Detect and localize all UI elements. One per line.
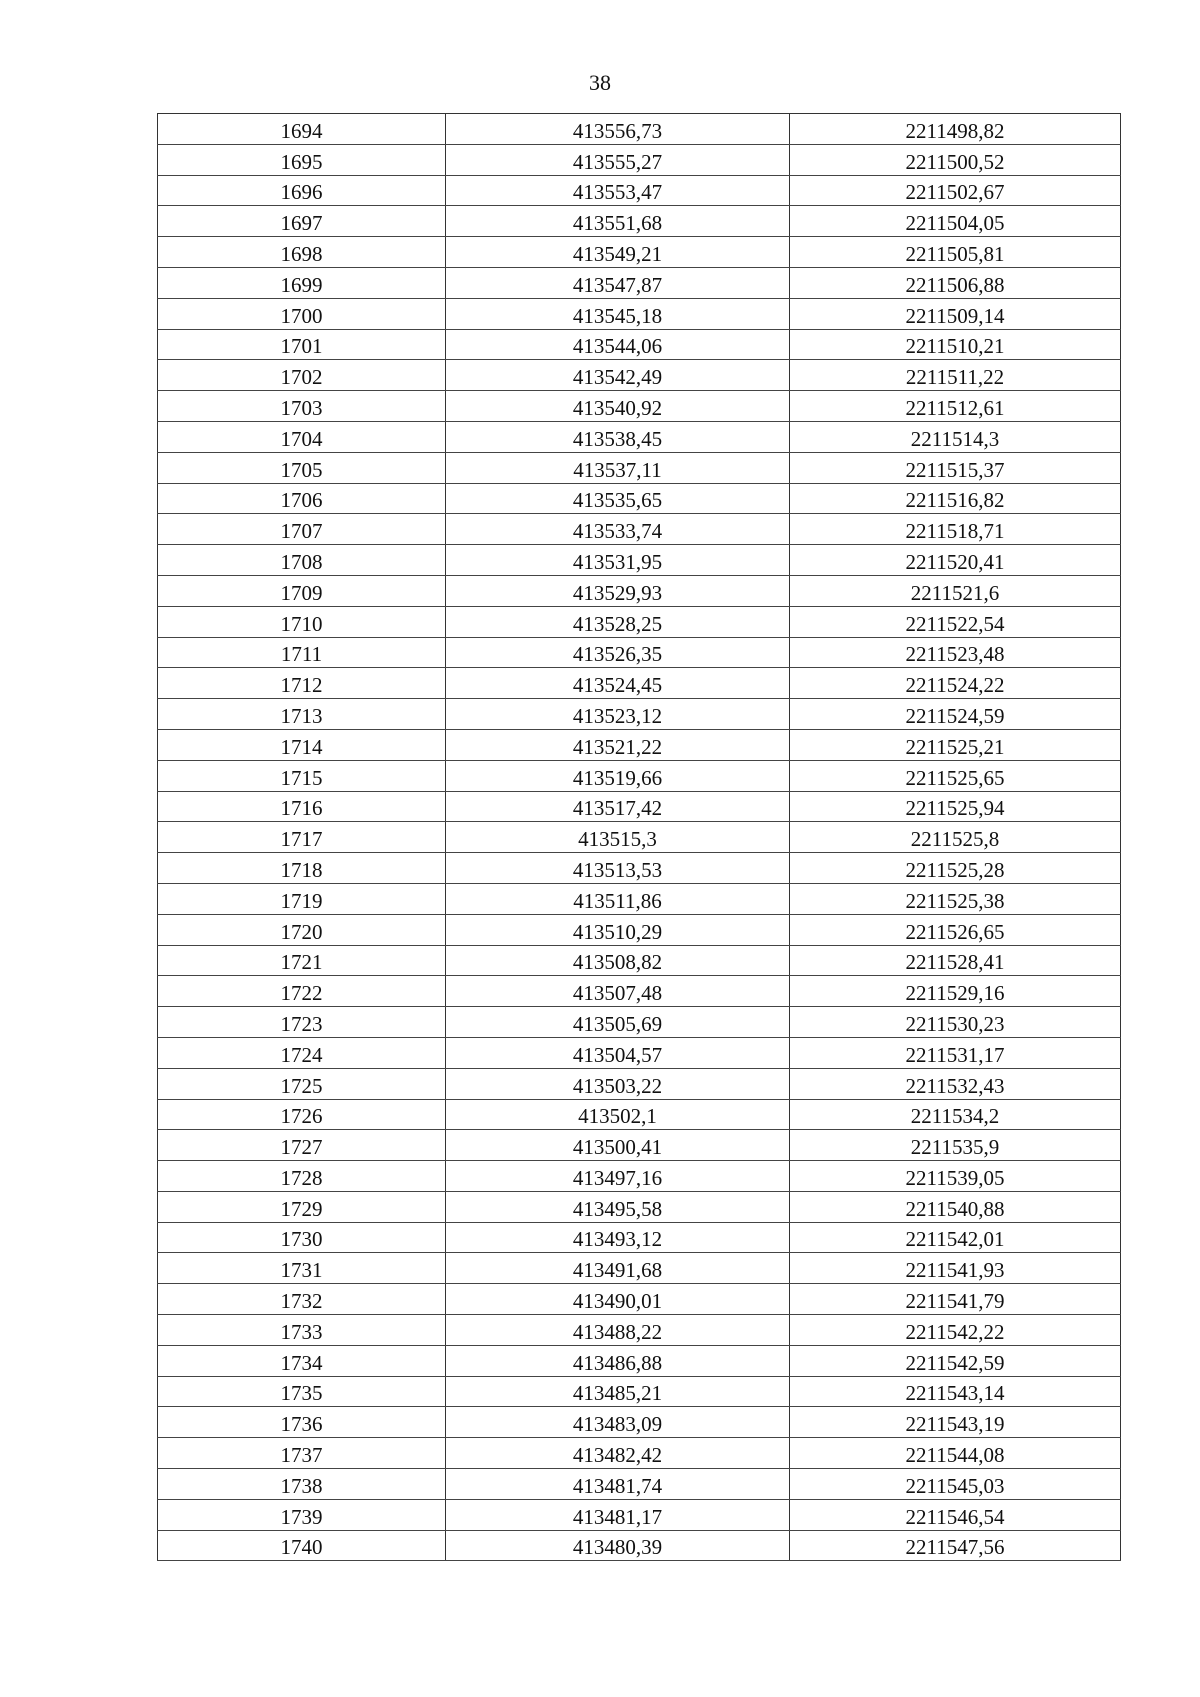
point-number-cell: 1701 [158, 329, 446, 360]
x-coordinate-cell: 413549,21 [446, 237, 790, 268]
table-row [158, 822, 1121, 853]
x-coordinate-cell: 413490,01 [446, 1284, 790, 1315]
point-number-cell: 1699 [158, 267, 446, 298]
table-row [158, 760, 1121, 791]
y-coordinate-cell: 2211522,54 [790, 606, 1121, 637]
table-row [158, 360, 1121, 391]
point-number-cell: 1708 [158, 545, 446, 576]
y-coordinate-cell: 2211504,05 [790, 206, 1121, 237]
y-coordinate-cell: 2211502,67 [790, 175, 1121, 206]
y-coordinate-cell: 2211523,48 [790, 637, 1121, 668]
y-coordinate-cell: 2211515,37 [790, 452, 1121, 483]
x-coordinate-cell: 413542,49 [446, 360, 790, 391]
x-coordinate-cell: 413544,06 [446, 329, 790, 360]
y-coordinate-cell: 2211518,71 [790, 514, 1121, 545]
table-row [158, 945, 1121, 976]
x-coordinate-cell: 413515,3 [446, 822, 790, 853]
point-number-cell: 1724 [158, 1037, 446, 1068]
x-coordinate-cell: 413517,42 [446, 791, 790, 822]
point-number-cell: 1719 [158, 883, 446, 914]
x-coordinate-cell: 413511,86 [446, 883, 790, 914]
point-number-cell: 1730 [158, 1222, 446, 1253]
point-number-cell: 1705 [158, 452, 446, 483]
point-number-cell: 1713 [158, 699, 446, 730]
y-coordinate-cell: 2211535,9 [790, 1130, 1121, 1161]
table-row [158, 1469, 1121, 1500]
point-number-cell: 1696 [158, 175, 446, 206]
y-coordinate-cell: 2211511,22 [790, 360, 1121, 391]
table-row [158, 729, 1121, 760]
table-row [158, 391, 1121, 422]
y-coordinate-cell: 2211526,65 [790, 914, 1121, 945]
x-coordinate-cell: 413555,27 [446, 144, 790, 175]
y-coordinate-cell: 2211542,22 [790, 1315, 1121, 1346]
point-number-cell: 1714 [158, 729, 446, 760]
y-coordinate-cell: 2211532,43 [790, 1068, 1121, 1099]
y-coordinate-cell: 2211514,3 [790, 421, 1121, 452]
point-number-cell: 1703 [158, 391, 446, 422]
y-coordinate-cell: 2211516,82 [790, 483, 1121, 514]
point-number-cell: 1700 [158, 298, 446, 329]
point-number-cell: 1740 [158, 1530, 446, 1561]
table-row [158, 1530, 1121, 1561]
x-coordinate-cell: 413556,73 [446, 114, 790, 145]
table-row [158, 575, 1121, 606]
coordinates-table [157, 113, 1121, 1561]
y-coordinate-cell: 2211541,79 [790, 1284, 1121, 1315]
table-row [158, 1499, 1121, 1530]
x-coordinate-cell: 413540,92 [446, 391, 790, 422]
y-coordinate-cell: 2211521,6 [790, 575, 1121, 606]
table-row [158, 206, 1121, 237]
y-coordinate-cell: 2211498,82 [790, 114, 1121, 145]
y-coordinate-cell: 2211546,54 [790, 1499, 1121, 1530]
point-number-cell: 1735 [158, 1376, 446, 1407]
point-number-cell: 1733 [158, 1315, 446, 1346]
point-number-cell: 1721 [158, 945, 446, 976]
table-row [158, 483, 1121, 514]
y-coordinate-cell: 2211547,56 [790, 1530, 1121, 1561]
point-number-cell: 1709 [158, 575, 446, 606]
y-coordinate-cell: 2211524,59 [790, 699, 1121, 730]
x-coordinate-cell: 413533,74 [446, 514, 790, 545]
x-coordinate-cell: 413508,82 [446, 945, 790, 976]
x-coordinate-cell: 413483,09 [446, 1407, 790, 1438]
x-coordinate-cell: 413510,29 [446, 914, 790, 945]
point-number-cell: 1734 [158, 1345, 446, 1376]
point-number-cell: 1727 [158, 1130, 446, 1161]
table-row [158, 1376, 1121, 1407]
y-coordinate-cell: 2211525,28 [790, 853, 1121, 884]
x-coordinate-cell: 413488,22 [446, 1315, 790, 1346]
x-coordinate-cell: 413513,53 [446, 853, 790, 884]
x-coordinate-cell: 413551,68 [446, 206, 790, 237]
x-coordinate-cell: 413481,17 [446, 1499, 790, 1530]
table-row [158, 668, 1121, 699]
x-coordinate-cell: 413485,21 [446, 1376, 790, 1407]
x-coordinate-cell: 413486,88 [446, 1345, 790, 1376]
page-number: 38 [589, 70, 611, 95]
y-coordinate-cell: 2211543,14 [790, 1376, 1121, 1407]
x-coordinate-cell: 413531,95 [446, 545, 790, 576]
table-row [158, 267, 1121, 298]
point-number-cell: 1711 [158, 637, 446, 668]
y-coordinate-cell: 2211525,65 [790, 760, 1121, 791]
point-number-cell: 1723 [158, 1007, 446, 1038]
y-coordinate-cell: 2211520,41 [790, 545, 1121, 576]
table-row [158, 1284, 1121, 1315]
table-row [158, 114, 1121, 145]
point-number-cell: 1694 [158, 114, 446, 145]
y-coordinate-cell: 2211542,59 [790, 1345, 1121, 1376]
table-row [158, 1007, 1121, 1038]
y-coordinate-cell: 2211525,8 [790, 822, 1121, 853]
point-number-cell: 1725 [158, 1068, 446, 1099]
table-row [158, 791, 1121, 822]
table-row [158, 452, 1121, 483]
y-coordinate-cell: 2211530,23 [790, 1007, 1121, 1038]
point-number-cell: 1731 [158, 1253, 446, 1284]
table-row [158, 1099, 1121, 1130]
y-coordinate-cell: 2211534,2 [790, 1099, 1121, 1130]
x-coordinate-cell: 413491,68 [446, 1253, 790, 1284]
table-row [158, 853, 1121, 884]
table-row [158, 1253, 1121, 1284]
coordinates-table-body [158, 114, 1121, 1561]
point-number-cell: 1739 [158, 1499, 446, 1530]
x-coordinate-cell: 413502,1 [446, 1099, 790, 1130]
table-row [158, 606, 1121, 637]
table-row [158, 914, 1121, 945]
point-number-cell: 1717 [158, 822, 446, 853]
point-number-cell: 1715 [158, 760, 446, 791]
y-coordinate-cell: 2211509,14 [790, 298, 1121, 329]
x-coordinate-cell: 413524,45 [446, 668, 790, 699]
point-number-cell: 1698 [158, 237, 446, 268]
y-coordinate-cell: 2211529,16 [790, 976, 1121, 1007]
y-coordinate-cell: 2211545,03 [790, 1469, 1121, 1500]
x-coordinate-cell: 413500,41 [446, 1130, 790, 1161]
table-row [158, 421, 1121, 452]
table-row [158, 1037, 1121, 1068]
table-row [158, 329, 1121, 360]
table-row [158, 1315, 1121, 1346]
table-row [158, 1222, 1121, 1253]
table-row [158, 237, 1121, 268]
y-coordinate-cell: 2211500,52 [790, 144, 1121, 175]
table-row [158, 1191, 1121, 1222]
table-row [158, 144, 1121, 175]
y-coordinate-cell: 2211541,93 [790, 1253, 1121, 1284]
point-number-cell: 1720 [158, 914, 446, 945]
x-coordinate-cell: 413538,45 [446, 421, 790, 452]
x-coordinate-cell: 413493,12 [446, 1222, 790, 1253]
x-coordinate-cell: 413519,66 [446, 760, 790, 791]
point-number-cell: 1728 [158, 1161, 446, 1192]
table-row [158, 1407, 1121, 1438]
point-number-cell: 1732 [158, 1284, 446, 1315]
x-coordinate-cell: 413523,12 [446, 699, 790, 730]
x-coordinate-cell: 413481,74 [446, 1469, 790, 1500]
x-coordinate-cell: 413497,16 [446, 1161, 790, 1192]
y-coordinate-cell: 2211539,05 [790, 1161, 1121, 1192]
y-coordinate-cell: 2211543,19 [790, 1407, 1121, 1438]
point-number-cell: 1729 [158, 1191, 446, 1222]
x-coordinate-cell: 413528,25 [446, 606, 790, 637]
point-number-cell: 1695 [158, 144, 446, 175]
y-coordinate-cell: 2211542,01 [790, 1222, 1121, 1253]
x-coordinate-cell: 413535,65 [446, 483, 790, 514]
point-number-cell: 1706 [158, 483, 446, 514]
table-row [158, 298, 1121, 329]
y-coordinate-cell: 2211528,41 [790, 945, 1121, 976]
x-coordinate-cell: 413547,87 [446, 267, 790, 298]
x-coordinate-cell: 413480,39 [446, 1530, 790, 1561]
y-coordinate-cell: 2211505,81 [790, 237, 1121, 268]
y-coordinate-cell: 2211510,21 [790, 329, 1121, 360]
point-number-cell: 1707 [158, 514, 446, 545]
x-coordinate-cell: 413521,22 [446, 729, 790, 760]
table-row [158, 1161, 1121, 1192]
table-row [158, 1345, 1121, 1376]
y-coordinate-cell: 2211544,08 [790, 1438, 1121, 1469]
table-row [158, 976, 1121, 1007]
point-number-cell: 1738 [158, 1469, 446, 1500]
table-row [158, 175, 1121, 206]
x-coordinate-cell: 413505,69 [446, 1007, 790, 1038]
table-row [158, 637, 1121, 668]
y-coordinate-cell: 2211512,61 [790, 391, 1121, 422]
y-coordinate-cell: 2211531,17 [790, 1037, 1121, 1068]
table-row [158, 1068, 1121, 1099]
table-row [158, 699, 1121, 730]
table-row [158, 1130, 1121, 1161]
point-number-cell: 1704 [158, 421, 446, 452]
x-coordinate-cell: 413495,58 [446, 1191, 790, 1222]
x-coordinate-cell: 413537,11 [446, 452, 790, 483]
point-number-cell: 1710 [158, 606, 446, 637]
x-coordinate-cell: 413545,18 [446, 298, 790, 329]
table-row [158, 883, 1121, 914]
y-coordinate-cell: 2211524,22 [790, 668, 1121, 699]
point-number-cell: 1726 [158, 1099, 446, 1130]
y-coordinate-cell: 2211525,38 [790, 883, 1121, 914]
point-number-cell: 1702 [158, 360, 446, 391]
y-coordinate-cell: 2211525,21 [790, 729, 1121, 760]
x-coordinate-cell: 413482,42 [446, 1438, 790, 1469]
x-coordinate-cell: 413504,57 [446, 1037, 790, 1068]
x-coordinate-cell: 413507,48 [446, 976, 790, 1007]
x-coordinate-cell: 413526,35 [446, 637, 790, 668]
x-coordinate-cell: 413503,22 [446, 1068, 790, 1099]
point-number-cell: 1712 [158, 668, 446, 699]
point-number-cell: 1716 [158, 791, 446, 822]
x-coordinate-cell: 413553,47 [446, 175, 790, 206]
x-coordinate-cell: 413529,93 [446, 575, 790, 606]
y-coordinate-cell: 2211540,88 [790, 1191, 1121, 1222]
point-number-cell: 1736 [158, 1407, 446, 1438]
table-row [158, 514, 1121, 545]
table-row [158, 545, 1121, 576]
point-number-cell: 1722 [158, 976, 446, 1007]
y-coordinate-cell: 2211506,88 [790, 267, 1121, 298]
table-row [158, 1438, 1121, 1469]
point-number-cell: 1737 [158, 1438, 446, 1469]
point-number-cell: 1718 [158, 853, 446, 884]
y-coordinate-cell: 2211525,94 [790, 791, 1121, 822]
point-number-cell: 1697 [158, 206, 446, 237]
